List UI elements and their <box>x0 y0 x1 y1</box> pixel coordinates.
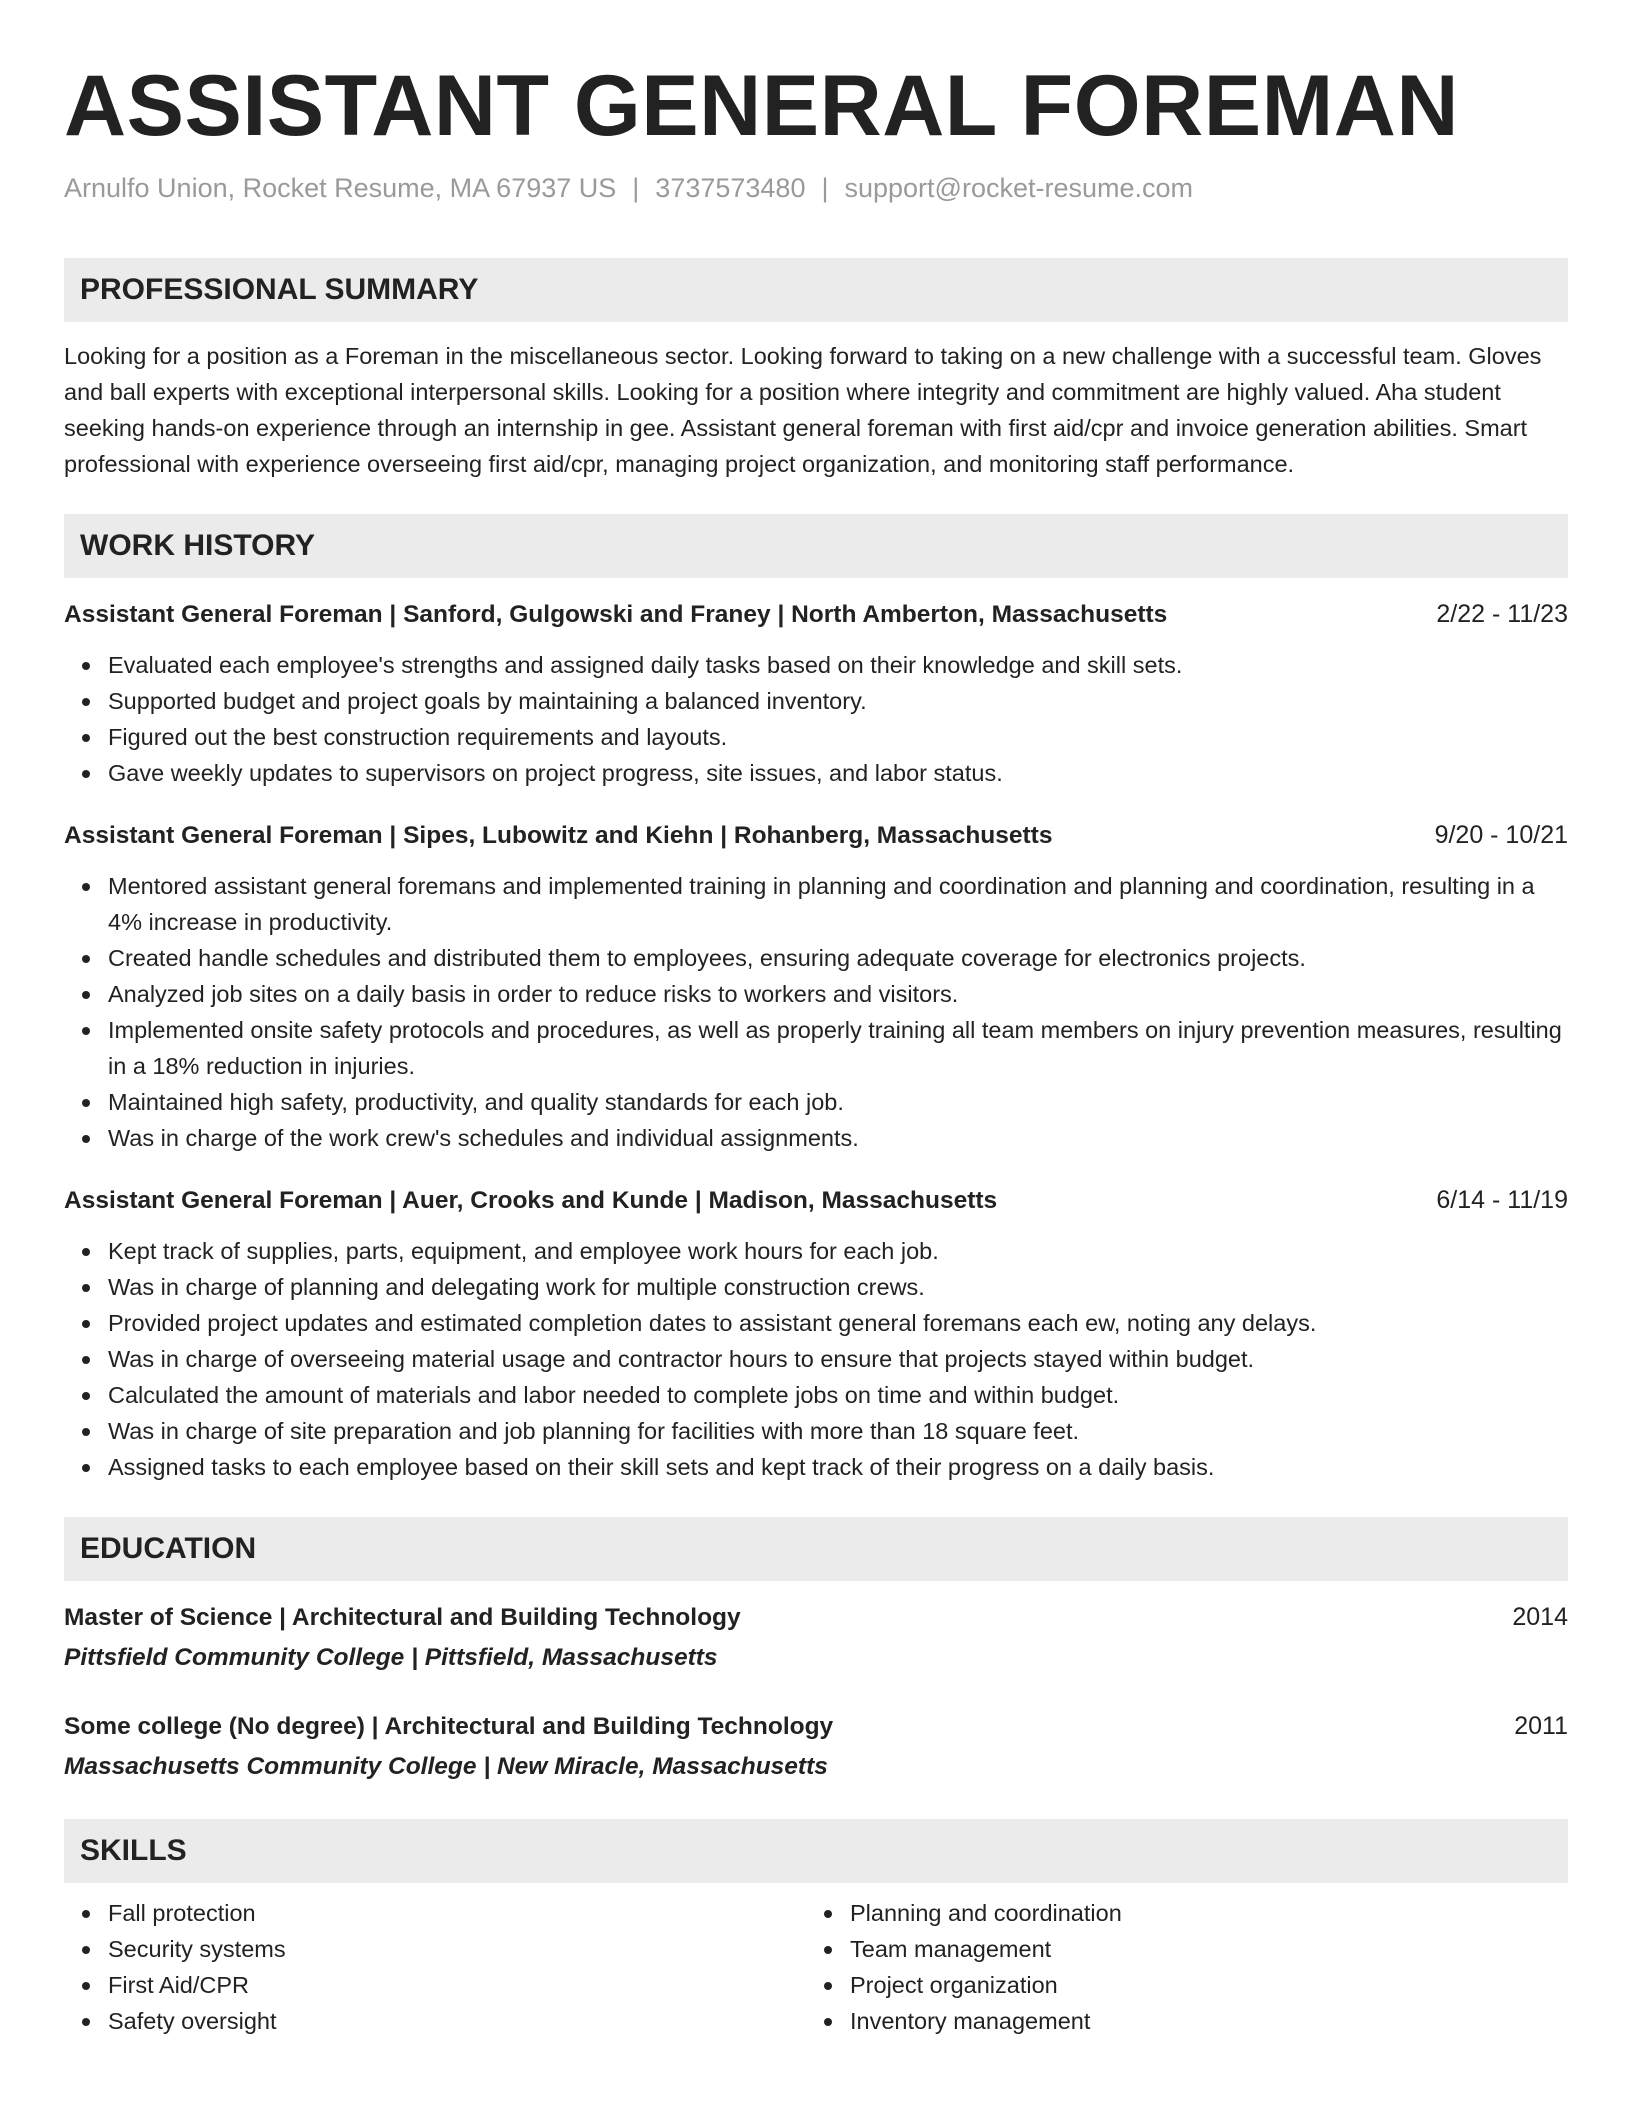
education-degree: Some college (No degree) | Architectural and Building Technology <box>64 1713 834 1740</box>
job-bullets <box>64 1233 1568 1485</box>
contact-line <box>64 170 1568 206</box>
job-bullets <box>64 868 1568 1156</box>
summary-text: Looking for a position as a Foreman in the miscellaneous sector. Looking forward to taking on a new challenge with a successful team. Gloves and ball experts with exceptional interpersonal skills. Looking for a position where integrity and commitment are highly valued. Aha student seeking hands-on experience through an internship in gee. Assistant general foreman with first aid/cpr and invoice generation abilities. Smart professional with experience overseeing first aid/cpr, managing project organization, and monitoring staff performance. <box>64 343 1542 477</box>
education-year: 2011 <box>1514 1712 1568 1740</box>
job-bullet: Gave weekly updates to supervisors on project progress, site issues, and labor status. <box>108 755 1568 791</box>
job-header <box>64 596 1568 633</box>
skill-item: Team management <box>850 1931 1550 1967</box>
job-bullet: Supported budget and project goals by maintaining a balanced inventory. <box>108 683 1568 719</box>
job-entry <box>64 596 1568 791</box>
job-bullets <box>64 647 1568 791</box>
job-title: Assistant General Foreman | Auer, Crooks and Kunde | Madison, Massachusetts <box>64 1187 998 1214</box>
job-header <box>64 817 1568 854</box>
job-bullet: Implemented onsite safety protocols and procedures, as well as properly training all team members on injury prevention measures, resulting in a 18% reduction in injuries. <box>108 1012 1568 1084</box>
job-header <box>64 1182 1568 1219</box>
job-bullet: Was in charge of overseeing material usage and contractor hours to ensure that projects stayed within budget. <box>108 1341 1568 1377</box>
job-bullet: Was in charge of site preparation and job planning for facilities with more than 18 square feet. <box>108 1413 1568 1449</box>
section-heading-summary: PROFESSIONAL SUMMARY <box>64 258 1568 322</box>
contact-email: support@rocket-resume.com <box>844 173 1194 203</box>
skill-item: Planning and coordination <box>850 1895 1550 1931</box>
job-entry <box>64 1182 1568 1485</box>
job-dates: 6/14 - 11/19 <box>1436 1186 1568 1214</box>
contact-separator: | <box>632 173 640 203</box>
contact-phone: 3737573480 <box>655 173 806 203</box>
job-bullet: Evaluated each employee's strengths and assigned daily tasks based on their knowledge and skill sets. <box>108 647 1568 683</box>
section-heading-work-history: WORK HISTORY <box>64 514 1568 578</box>
job-bullet: Was in charge of the work crew's schedules and individual assignments. <box>108 1120 1568 1156</box>
contact-address: Arnulfo Union, Rocket Resume, MA 67937 US <box>64 173 617 203</box>
contact-separator: | <box>821 173 829 203</box>
job-bullet: Was in charge of planning and delegating work for multiple construction crews. <box>108 1269 1568 1305</box>
job-entry <box>64 817 1568 1156</box>
education-degree: Master of Science | Architectural and Building Technology <box>64 1604 741 1631</box>
education-year: 2014 <box>1512 1603 1568 1631</box>
skills-column-right <box>806 1895 1550 2039</box>
job-title: Assistant General Foreman | Sipes, Lubowitz and Kiehn | Rohanberg, Massachusetts <box>64 822 1053 849</box>
resume-page <box>64 0 1568 2039</box>
job-bullet: Created handle schedules and distributed them to employees, ensuring adequate coverage for electronics projects. <box>108 940 1568 976</box>
skills-list <box>64 1895 1568 2039</box>
education-school: Pittsfield Community College | Pittsfield, Massachusetts <box>64 1644 718 1671</box>
section-heading-education: EDUCATION <box>64 1517 1568 1581</box>
job-bullet: Provided project updates and estimated completion dates to assistant general foremans each ew, noting any delays. <box>108 1305 1568 1341</box>
skill-item: Safety oversight <box>108 2003 806 2039</box>
job-bullet: Assigned tasks to each employee based on their skill sets and kept track of their progress on a daily basis. <box>108 1449 1568 1485</box>
job-bullet: Figured out the best construction requirements and layouts. <box>108 719 1568 755</box>
skill-item: Fall protection <box>108 1895 806 1931</box>
skill-item: Security systems <box>108 1931 806 1967</box>
skill-item: Project organization <box>850 1967 1550 2003</box>
job-bullet: Mentored assistant general foremans and implemented training in planning and coordination and planning and coordination, resulting in a 4% increase in productivity. <box>108 868 1568 940</box>
skills-column-left <box>64 1895 806 2039</box>
job-dates: 2/22 - 11/23 <box>1436 600 1568 628</box>
education-entry <box>64 1599 1568 1676</box>
education-entry <box>64 1708 1568 1785</box>
job-bullet: Kept track of supplies, parts, equipment, and employee work hours for each job. <box>108 1233 1568 1269</box>
education-header <box>64 1708 1568 1745</box>
education-header <box>64 1599 1568 1636</box>
job-dates: 9/20 - 10/21 <box>1434 821 1568 849</box>
skill-item: Inventory management <box>850 2003 1550 2039</box>
job-title: Assistant General Foreman | Sanford, Gulgowski and Franey | North Amberton, Massachusetts <box>64 601 1168 628</box>
job-bullet: Analyzed job sites on a daily basis in order to reduce risks to workers and visitors. <box>108 976 1568 1012</box>
skill-item: First Aid/CPR <box>108 1967 806 2003</box>
job-bullet: Calculated the amount of materials and labor needed to complete jobs on time and within budget. <box>108 1377 1568 1413</box>
job-bullet: Maintained high safety, productivity, and quality standards for each job. <box>108 1084 1568 1120</box>
section-heading-skills: SKILLS <box>64 1819 1568 1883</box>
resume-title: ASSISTANT GENERAL FOREMAN <box>64 58 1459 154</box>
education-school: Massachusetts Community College | New Miracle, Massachusetts <box>64 1753 828 1780</box>
